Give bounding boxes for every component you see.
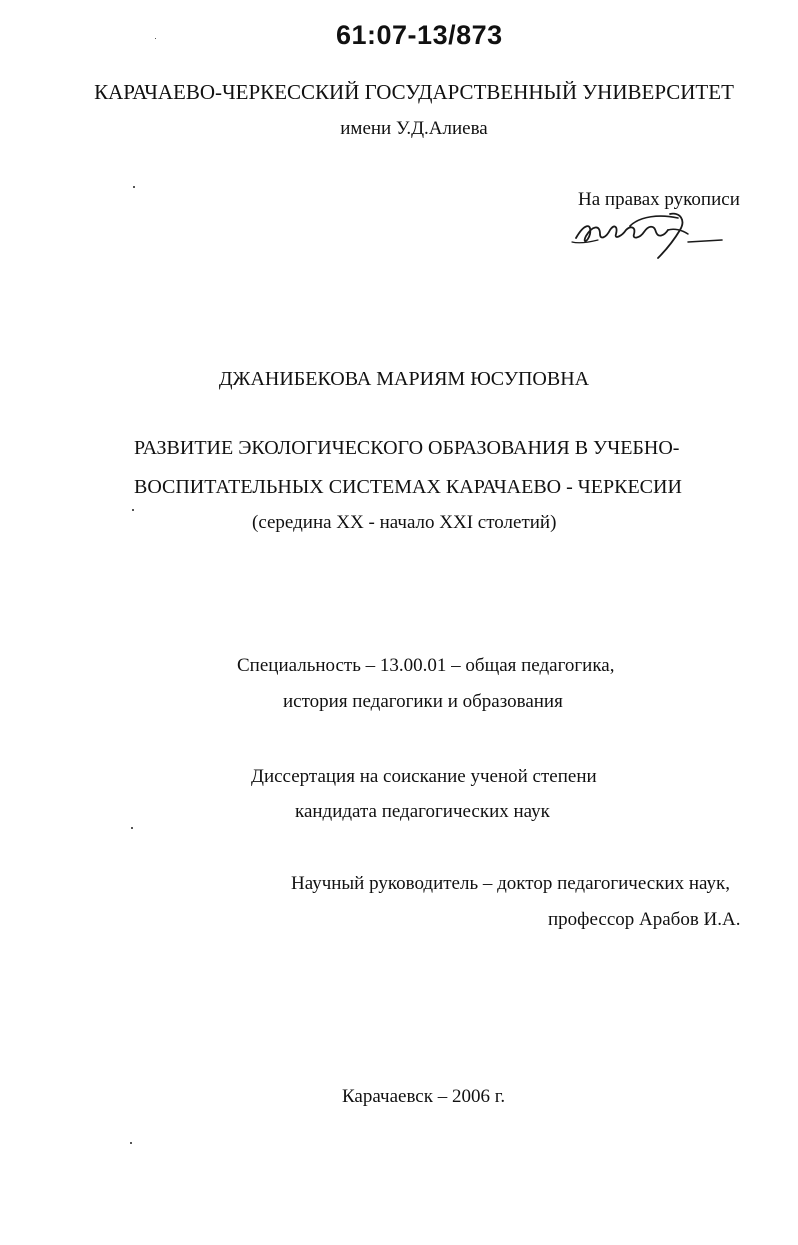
rights-note: На правах рукописи (578, 189, 740, 210)
specialty-line-1: Специальность – 13.00.01 – общая педагогика, (237, 655, 615, 676)
supervisor-line-1: Научный руководитель – доктор педагогических наук, (291, 873, 730, 894)
scan-speck (133, 186, 135, 188)
author-name: ДЖАНИБЕКОВА МАРИЯМ ЮСУПОВНА (218, 368, 590, 390)
scan-speck (130, 1142, 132, 1144)
degree-line-1: Диссертация на соискание ученой степени (251, 766, 597, 787)
dissertation-period: (середина XX - начало XXI столетий) (252, 512, 557, 533)
dissertation-title-line-1: РАЗВИТИЕ ЭКОЛОГИЧЕСКОГО ОБРАЗОВАНИЯ В УЧЕБНО- (134, 437, 680, 459)
specialty-line-2: история педагогики и образования (283, 691, 563, 712)
scan-speck (132, 509, 134, 511)
degree-line-2: кандидата педагогических наук (295, 801, 550, 822)
document-code: 61:07-13/873 (336, 20, 503, 50)
scan-speck (131, 827, 133, 829)
signature-image (570, 208, 730, 263)
scan-speck (155, 38, 156, 39)
university-heading: КАРАЧАЕВО-ЧЕРКЕССКИЙ ГОСУДАРСТВЕННЫЙ УНИВЕРСИТЕТ (94, 80, 734, 104)
city-year: Карачаевск – 2006 г. (342, 1086, 506, 1107)
dissertation-title-line-2: ВОСПИТАТЕЛЬНЫХ СИСТЕМАХ КАРАЧАЕВО - ЧЕРКЕСИИ (134, 476, 682, 498)
university-named-after: имени У.Д.Алиева (340, 118, 488, 139)
supervisor-line-2: профессор Арабов И.А. (548, 909, 741, 930)
